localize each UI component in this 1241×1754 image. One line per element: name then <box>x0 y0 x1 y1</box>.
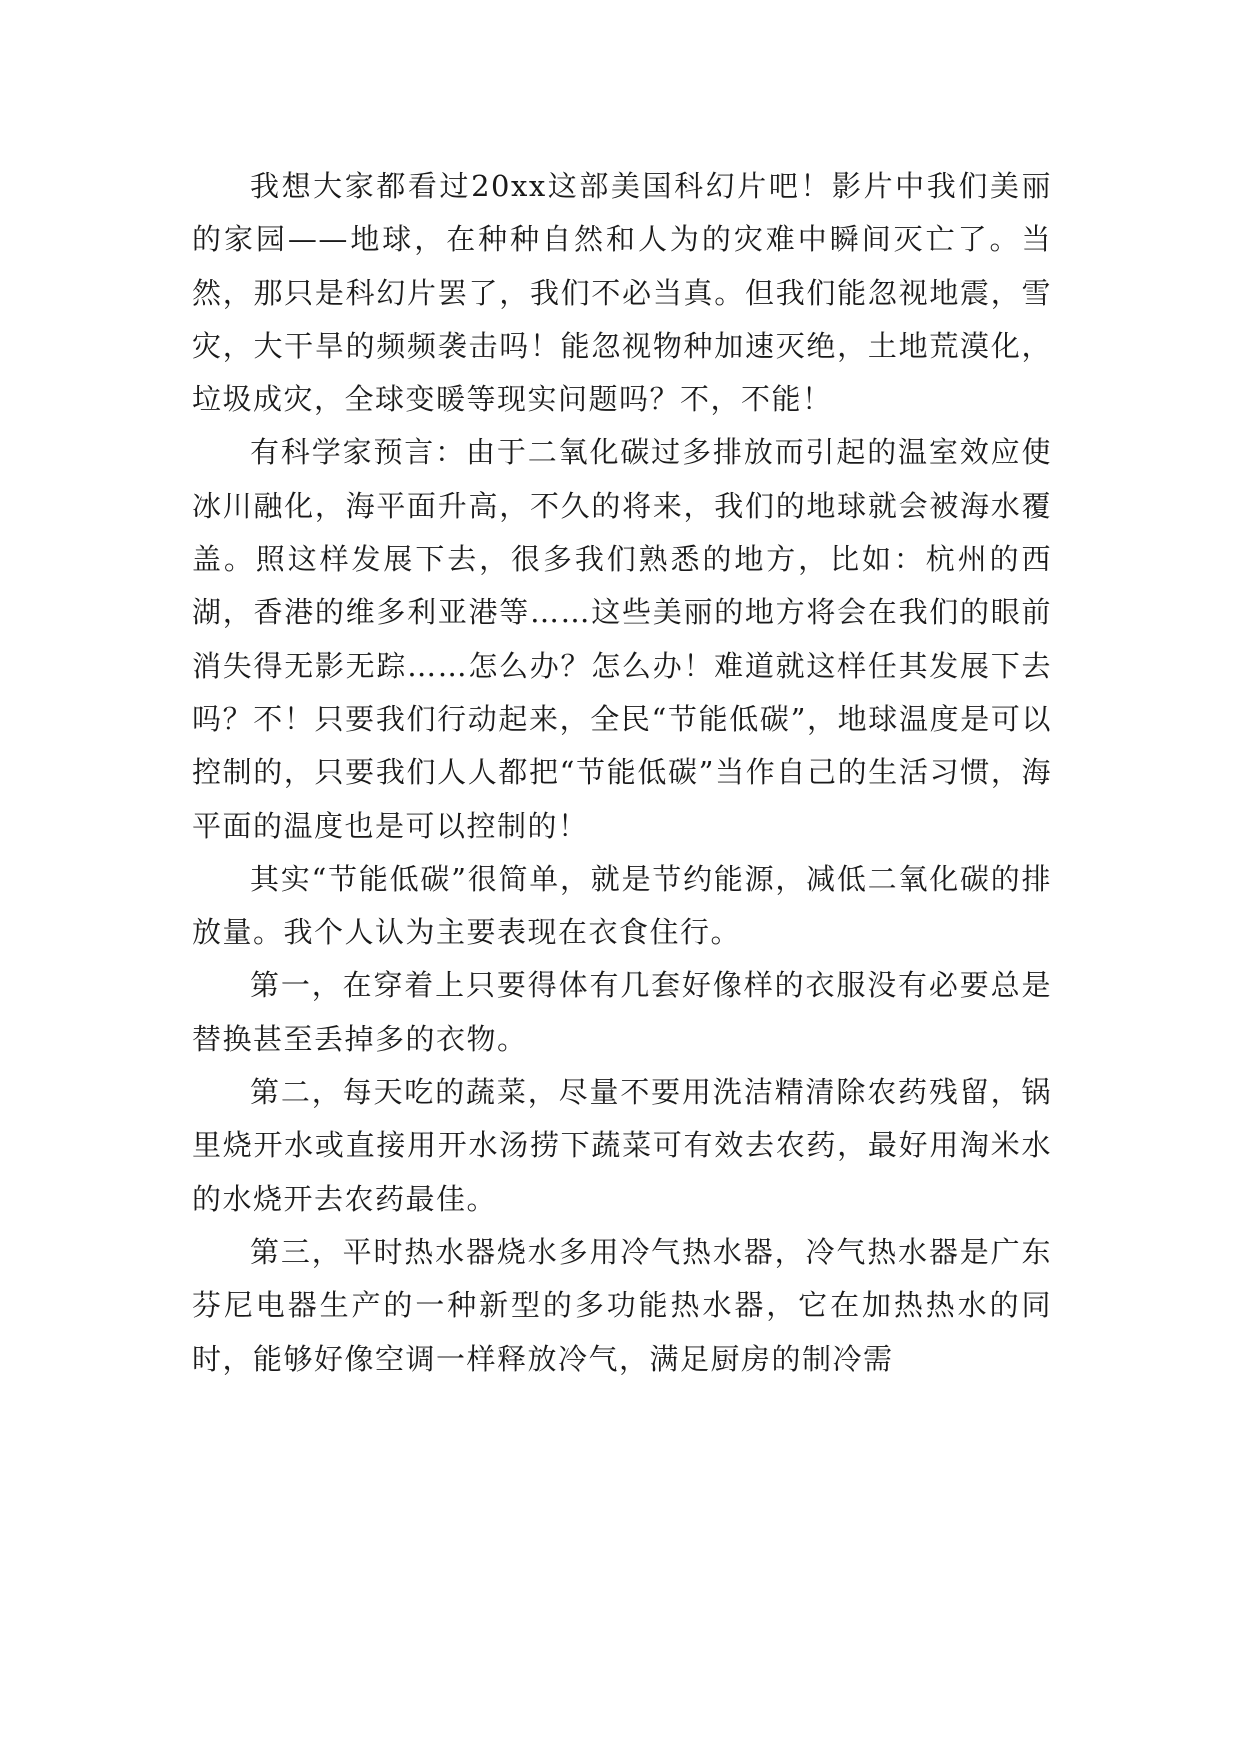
paragraph-1: 我想大家都看过20xx这部美国科幻片吧！影片中我们美丽的家园——地球，在种种自然和人为的灾难中瞬间灭亡了。当然，那只是科幻片罢了，我们不必当真。但我们能忽视地震，雪灾，大干旱的频频袭击吗！能忽视物种加速灭绝，土地荒漠化，垃圾成灾，全球变暖等现实问题吗？不，不能！ <box>192 169 1052 417</box>
paragraph-3: 其实“节能低碳”很简单，就是节约能源，减低二氧化碳的排放量。我个人认为主要表现在衣食住行。 <box>192 861 1052 950</box>
paragraph-4: 第一，在穿着上只要得体有几套好像样的衣服没有必要总是替换甚至丢掉多的衣物。 <box>192 968 1052 1056</box>
document-body <box>192 160 1052 1386</box>
paragraph-5: 第二，每天吃的蔬菜，尽量不要用洗洁精清除农药残留，锅里烧开水或直接用开水汤捞下蔬菜可有效去农药，最好用淘米水的水烧开去农药最佳。 <box>192 1075 1052 1216</box>
paragraph-6: 第三，平时热水器烧水多用冷气热水器，冷气热水器是广东芬尼电器生产的一种新型的多功能热水器，它在加热热水的同时，能够好像空调一样释放冷气，满足厨房的制冷需 <box>192 1234 1052 1376</box>
paragraph-2: 有科学家预言：由于二氧化碳过多排放而引起的温室效应使冰川融化，海平面升高，不久的将来，我们的地球就会被海水覆盖。照这样发展下去，很多我们熟悉的地方，比如：杭州的西湖，香港的维多利亚港等……这些美丽的地方将会在我们的眼前消失得无影无踪……怎么办？怎么办！难道就这样任其发展下去吗？不！只要我们行动起来，全民“节能低碳”，地球温度是可以控制的，只要我们人人都把“节能低碳”当作自己的生活习惯，海平面的温度也是可以控制的！ <box>192 435 1052 843</box>
